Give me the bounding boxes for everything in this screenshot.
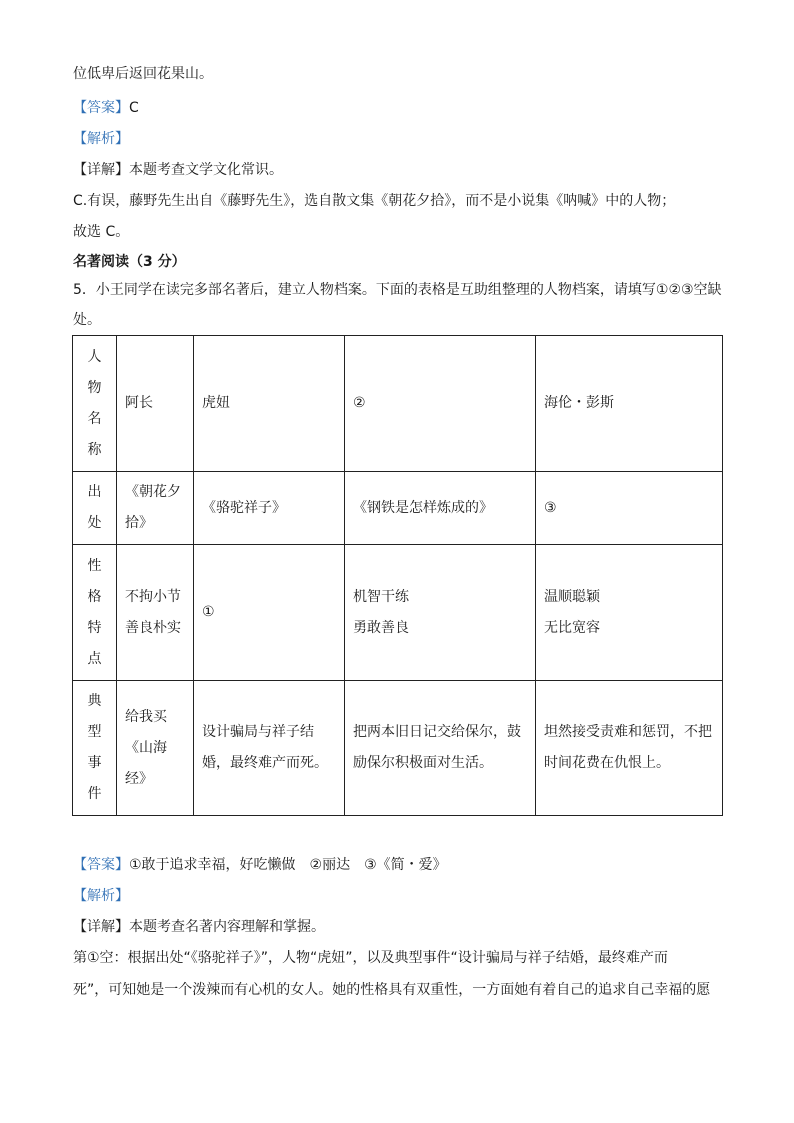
table-cell: 不拘小节 善良朴实	[117, 545, 194, 681]
detail-5-paragraph-1: 第①空：根据出处“《骆驼祥子》”，人物“虎妞”，以及典型事件“设计骗局与祥子结婚，最终难产而	[73, 950, 668, 966]
detail-5-tag: 【详解】	[73, 919, 129, 935]
answer-line	[73, 98, 139, 118]
answer-5-line	[73, 855, 447, 875]
table-cell: 海伦・彭斯	[536, 336, 723, 472]
character-archive-table	[72, 335, 723, 816]
detail-text: 本题考查文学文化常识。	[129, 162, 283, 178]
table-row-traits	[73, 545, 723, 681]
answer-value: C	[129, 100, 139, 116]
detail-tag: 【详解】	[73, 162, 129, 178]
answer-5-tag: 【答案】	[73, 857, 129, 873]
question-5-line-1: 5．小王同学在读完多部名著后，建立人物档案。下面的表格是互助组整理的人物档案，请填写①②③空缺	[73, 282, 722, 298]
table-cell: 坦然接受责难和惩罚，不把 时间花费在仇恨上。	[536, 681, 723, 816]
table-cell: 《朝花夕 拾》	[117, 472, 194, 545]
table-cell: 温顺聪颖 无比宽容	[536, 545, 723, 681]
table-cell: 虎妞	[194, 336, 345, 472]
detail-5-text: 本题考查名著内容理解和掌握。	[129, 919, 325, 935]
row-header-events: 典 型 事 件	[73, 681, 117, 816]
question-5-line-2: 处。	[73, 312, 101, 328]
table-cell: ①	[194, 545, 345, 681]
table-cell: ③	[536, 472, 723, 545]
table-cell: 阿长	[117, 336, 194, 472]
row-header-name: 人 物 名 称	[73, 336, 117, 472]
detail-line	[73, 160, 283, 180]
table-cell: ②	[345, 336, 536, 472]
detail-5-paragraph-2: 死”，可知她是一个泼辣而有心机的女人。她的性格具有双重性，一方面她有着自己的追求自己幸福的愿	[73, 982, 711, 998]
table-row-name	[73, 336, 723, 472]
table-row-source	[73, 472, 723, 545]
table-row-events	[73, 681, 723, 816]
answer-tag: 【答案】	[73, 100, 129, 116]
row-header-traits: 性 格 特 点	[73, 545, 117, 681]
analysis-5-tag: 【解析】	[73, 888, 129, 904]
table-cell: 《钢铁是怎样炼成的》	[345, 472, 536, 545]
row-header-source: 出 处	[73, 472, 117, 545]
table-cell: 给我买 《山海 经》	[117, 681, 194, 816]
section-title: 名著阅读（3 分）	[73, 254, 186, 270]
table-cell: 设计骗局与祥子结 婚，最终难产而死。	[194, 681, 345, 816]
detail-5-line	[73, 917, 325, 937]
choose-line: 故选 C。	[73, 224, 130, 240]
table-cell: 机智干练 勇敢善良	[345, 545, 536, 681]
detail-c-line: C.有误，藤野先生出自《藤野先生》，选自散文集《朝花夕拾》，而不是小说集《呐喊》中的人物；	[73, 193, 676, 209]
analysis-tag: 【解析】	[73, 131, 129, 147]
answer-5-value: ①敢于追求幸福，好吃懒做 ②丽达 ③《简・爱》	[129, 857, 447, 873]
table-cell: 《骆驼祥子》	[194, 472, 345, 545]
table-cell: 把两本旧日记交给保尔，鼓 励保尔积极面对生活。	[345, 681, 536, 816]
text-line: 位低卑后返回花果山。	[73, 66, 213, 82]
